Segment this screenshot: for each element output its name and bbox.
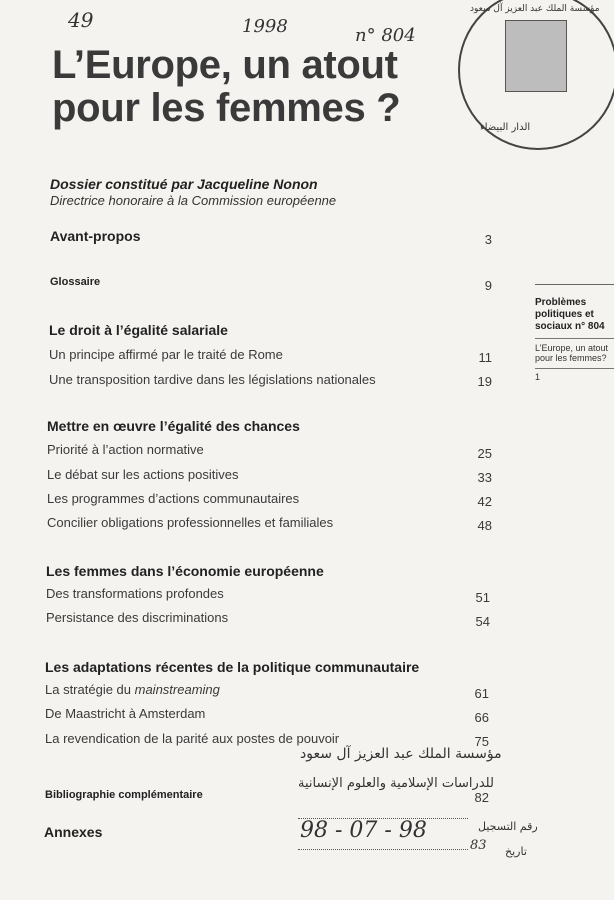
toc-item: Concilier obligations professionnelles et familiales <box>47 515 334 530</box>
toc-item: Les programmes d’actions communautaires <box>47 491 300 506</box>
toc-page-bibliographie: 82 <box>474 790 489 805</box>
toc-glossaire: Glossaire <box>50 276 101 288</box>
title-line-2: pour les femmes ? <box>52 86 401 130</box>
toc-item: La revendication de la parité aux postes de pouvoir <box>45 731 340 746</box>
toc-section-4-heading: Les adaptations récentes de la politique communautaire <box>45 659 420 675</box>
date-label: تاريخ <box>505 845 527 858</box>
toc-item-mainstreaming <box>45 682 220 697</box>
toc-page: 33 <box>477 470 492 485</box>
toc-page-avant-propos: 3 <box>484 232 492 247</box>
sidebar-page-number: 1 <box>535 372 541 382</box>
toc-page: 19 <box>477 374 492 389</box>
series-issue-title: L’Europe, un atout pour les femmes? <box>535 343 609 363</box>
dossier-author: Dossier constitué par Jacqueline Nonon <box>50 176 318 192</box>
handwritten-registration-date: 98 - 07 - 98 <box>300 818 427 843</box>
toc-page: 75 <box>474 734 489 749</box>
toc-item: Priorité à l’action normative <box>47 442 204 457</box>
toc-page: 54 <box>475 614 490 629</box>
series-name: Problèmes politiques et sociaux n° 804 <box>535 297 605 332</box>
toc-item: De Maastricht à Amsterdam <box>45 706 206 721</box>
title-line-1: L’Europe, un atout <box>52 43 398 87</box>
dossier-credit <box>50 176 336 208</box>
toc-section-2-heading: Mettre en œuvre l’égalité des chances <box>47 418 300 434</box>
toc-page: 25 <box>477 446 492 461</box>
document-title <box>52 44 400 130</box>
toc-item: Une transposition tardive dans les législations nationales <box>49 372 376 387</box>
toc-page: 11 <box>478 350 492 365</box>
handwritten-page-83: 83 <box>470 838 487 853</box>
handwritten-year: 1998 <box>242 16 288 37</box>
handwritten-number-top-left: 49 <box>68 8 94 32</box>
series-sidebar <box>535 284 614 382</box>
sidebar-divider <box>535 368 614 369</box>
toc-page: 66 <box>474 710 489 725</box>
toc-section-1-heading: Le droit à l’égalité salariale <box>49 322 228 338</box>
toc-item: Persistance des discriminations <box>46 610 229 625</box>
toc-annexes: Annexes <box>44 824 103 840</box>
toc-item: Un principe affirmé par le traité de Rome <box>49 347 283 362</box>
registration-label: رقم التسجيل <box>478 820 538 833</box>
toc-page: 51 <box>475 590 490 605</box>
library-stamp-line-2: للدراسات الإسلامية والعلوم الإنسانية <box>298 776 494 791</box>
toc-item-prefix: La stratégie du <box>45 682 135 697</box>
dossier-author-role: Directrice honoraire à la Commission européenne <box>50 193 337 208</box>
seal-arc-text: مؤسسة الملك عبد العزيز آل سعود <box>470 4 600 14</box>
handwritten-issue-number: n° 804 <box>355 25 416 46</box>
library-stamp-line-1: مؤسسة الملك عبد العزيز آل سعود <box>300 746 502 762</box>
toc-section-3-heading: Les femmes dans l’économie européenne <box>46 563 324 579</box>
toc-avant-propos: Avant-propos <box>50 228 141 244</box>
toc-bibliographie: Bibliographie complémentaire <box>45 789 203 801</box>
toc-page: 48 <box>477 518 492 533</box>
toc-item: Des transformations profondes <box>46 586 224 601</box>
toc-item: Le débat sur les actions positives <box>47 467 239 482</box>
seal-city-text: الدار البيضاء <box>480 122 531 133</box>
toc-page: 42 <box>477 494 492 509</box>
toc-page-glossaire: 9 <box>484 278 492 293</box>
sidebar-divider <box>535 338 614 339</box>
toc-item-emphasis: mainstreaming <box>134 682 220 697</box>
seal-emblem <box>505 20 567 92</box>
toc-page: 61 <box>474 686 489 701</box>
